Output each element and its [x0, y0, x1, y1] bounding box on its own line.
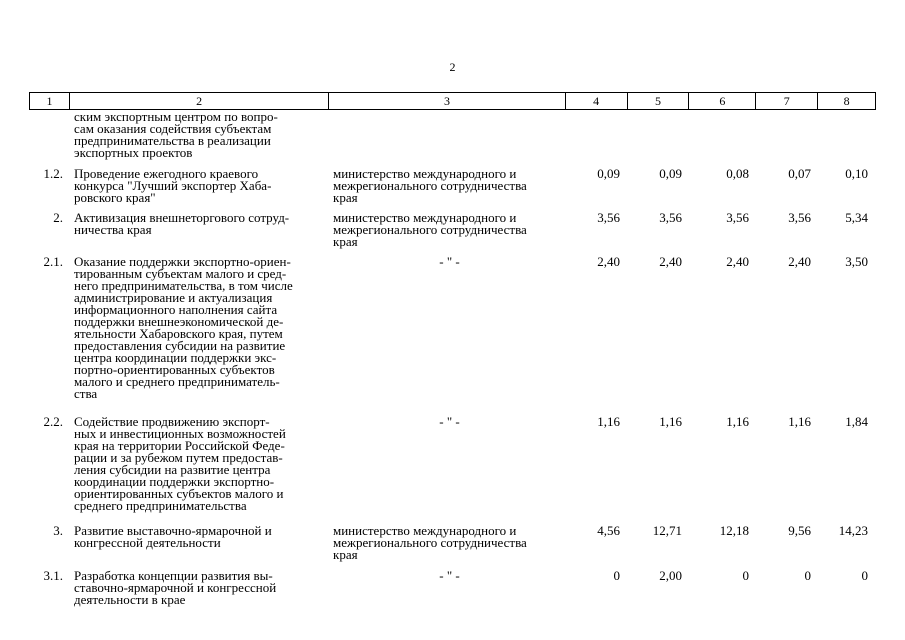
row-name: Проведение ежегодного краевого конкурса "Лучший экспортер Хаба- ровского края" [74, 166, 272, 205]
row-value-8: 0 [861, 568, 868, 583]
row-name: Оказание поддержки экспортно-ориен- тированным субъектам малого и сред- него предпринимательства, в том числе администрирование и актуализация информационного наполнения сайта поддержки внешнеэкономической де- ятельности Хабаровского края, путем предоставления субсидии на развитие центра координации поддержки экс- портно-ориентированных субъектов малого и среднего предприниматель- ства [74, 254, 293, 401]
row-value-5: 2,40 [659, 254, 682, 269]
row-value-7: 0 [804, 568, 811, 583]
row-value-4 [566, 111, 628, 159]
row-value-7: 2,40 [788, 254, 811, 269]
row-number: 2. [53, 210, 63, 225]
row-value-8: 1,84 [845, 414, 868, 429]
row-value-8: 0,10 [845, 166, 868, 181]
header-cell-4: 4 [566, 93, 628, 109]
row-value-8: 3,50 [845, 254, 868, 269]
row-name: Разработка концепции развития вы- ставочно-ярмарочной и конгрессной деятельности в крае [74, 568, 277, 607]
row-value-6 [690, 111, 757, 159]
row-value-6: 12,18 [719, 523, 749, 538]
row-value-4: 1,16 [597, 414, 620, 429]
row-value-6: 1,16 [726, 414, 749, 429]
table-row [29, 416, 876, 512]
table-row [29, 570, 876, 606]
row-value-7: 3,56 [788, 210, 811, 225]
page-number: 2 [449, 60, 456, 74]
row-value-7 [757, 111, 819, 159]
row-executor: министерство международного и межрегионального сотрудничества края [333, 166, 527, 205]
header-cell-2: 2 [70, 93, 329, 109]
row-value-6: 0,08 [726, 166, 749, 181]
row-number [29, 111, 69, 159]
header-cell-8: 8 [843, 94, 850, 108]
table-row [29, 256, 876, 400]
header-cell-6: 6 [689, 93, 756, 109]
row-value-4: 0 [613, 568, 620, 583]
row-value-5: 12,71 [652, 523, 682, 538]
row-number: 2.1. [43, 254, 63, 269]
row-value-5: 3,56 [659, 210, 682, 225]
row-value-7: 0,07 [788, 166, 811, 181]
row-value-4: 2,40 [597, 254, 620, 269]
table-row [29, 212, 876, 248]
row-value-4: 3,56 [597, 210, 620, 225]
row-number: 1.2. [43, 166, 63, 181]
table-row [29, 168, 876, 204]
row-value-4: 0,09 [597, 166, 620, 181]
row-value-5: 0,09 [659, 166, 682, 181]
row-value-5: 2,00 [659, 568, 682, 583]
row-number: 3.1. [43, 568, 63, 583]
row-executor: министерство международного и межрегионального сотрудничества края [333, 523, 527, 562]
row-value-6: 2,40 [726, 254, 749, 269]
row-value-8 [819, 111, 876, 159]
row-value-7: 9,56 [788, 523, 811, 538]
header-cell-1: 1 [30, 93, 70, 109]
row-name: Содействие продвижению экспорт- ных и инвестиционных возможностей края на территории Российской Феде- рации и за рубежом путем предостав- ления субсидии на развитие центра координации поддержки экспортно- ориентированных субъектов малого и среднего предпринимательства [74, 414, 286, 513]
table-row [29, 111, 876, 159]
row-value-8: 14,23 [838, 523, 868, 538]
row-executor: - " - [439, 568, 460, 583]
table-row [29, 525, 876, 561]
row-executor: министерство международного и межрегионального сотрудничества края [333, 210, 527, 249]
row-value-5 [628, 111, 690, 159]
row-value-4: 4,56 [597, 523, 620, 538]
row-value-7: 1,16 [788, 414, 811, 429]
row-executor: - " - [439, 254, 460, 269]
header-cell-7: 7 [756, 93, 818, 109]
header-cell-5: 5 [628, 93, 690, 109]
row-executor [329, 111, 566, 159]
row-name: ским экспортным центром по вопро- сам оказания содействия субъектам предпринимательства в реализации экспортных проектов [74, 109, 278, 160]
table-header [29, 92, 876, 110]
row-name: Развитие выставочно-ярмарочной и конгрессной деятельности [74, 523, 272, 550]
row-value-6: 0 [742, 568, 749, 583]
row-number: 2.2. [43, 414, 63, 429]
row-executor: - " - [439, 414, 460, 429]
row-value-5: 1,16 [659, 414, 682, 429]
row-value-8: 5,34 [845, 210, 868, 225]
row-value-6: 3,56 [726, 210, 749, 225]
header-cell-3: 3 [329, 93, 565, 109]
row-number: 3. [53, 523, 63, 538]
row-name: Активизация внешнеторгового сотруд- ничества края [74, 210, 290, 237]
